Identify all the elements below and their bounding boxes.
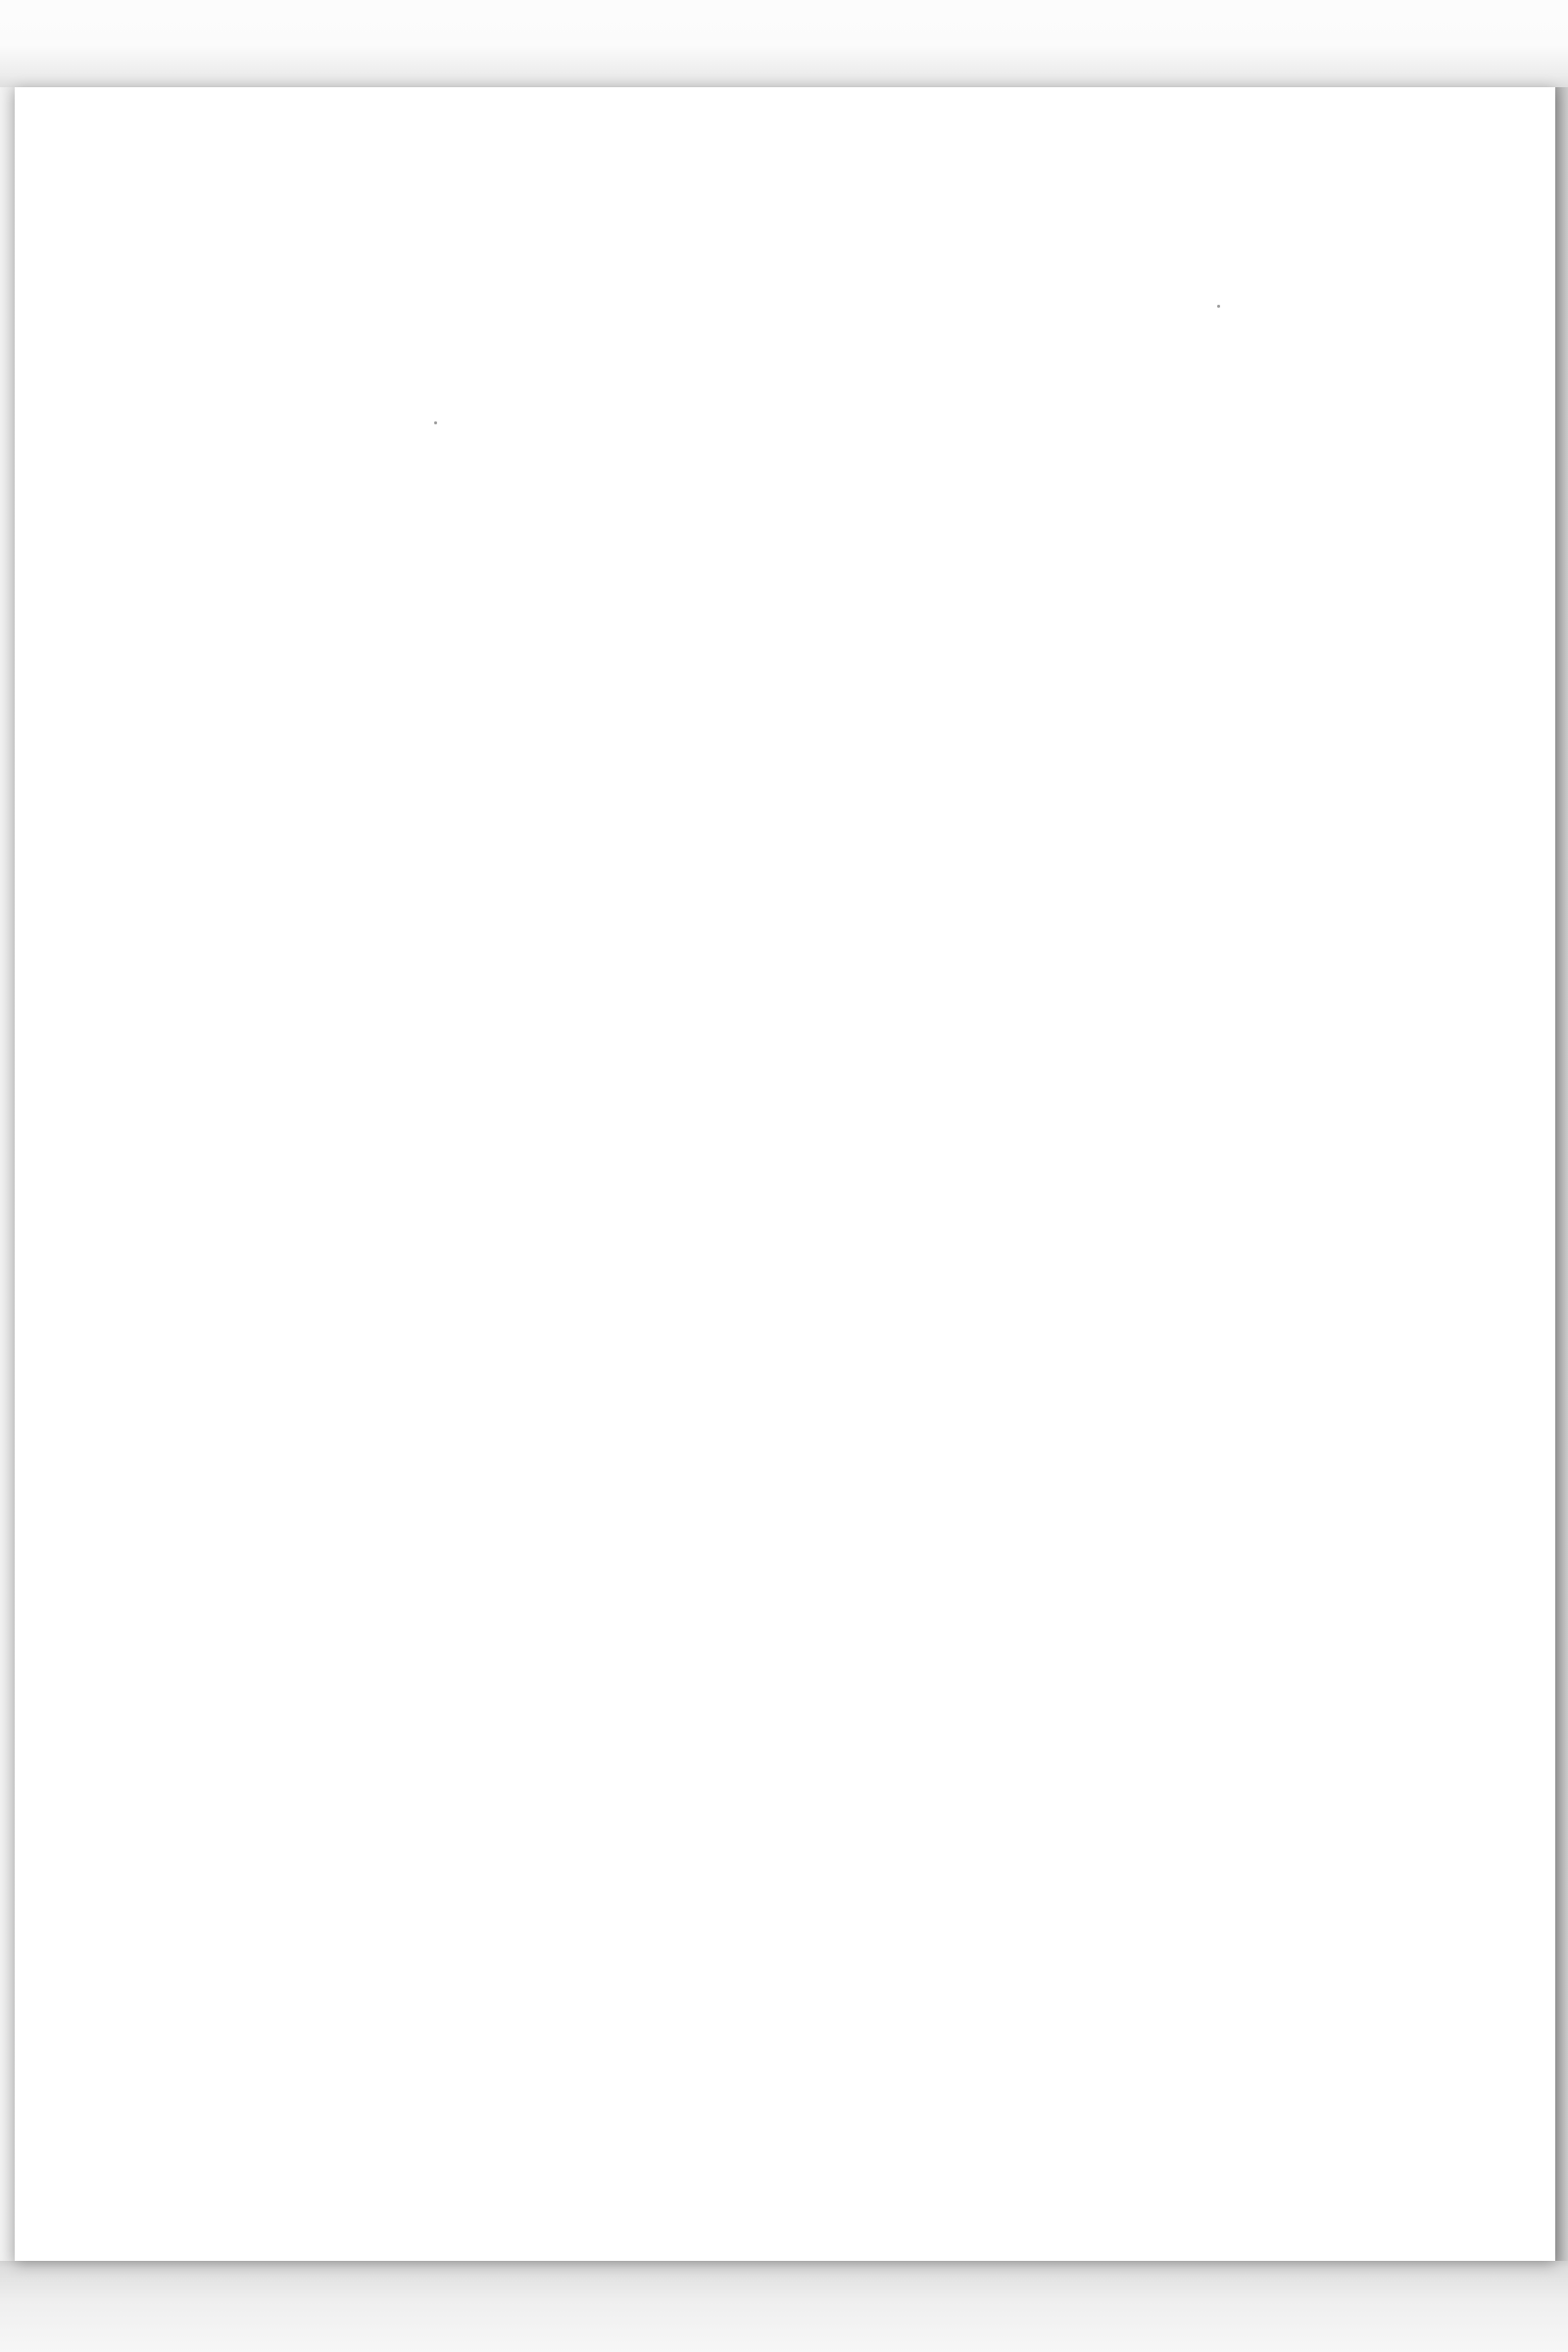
ornament-top-pattern-icon	[0, 0, 1568, 87]
document-page	[15, 87, 1555, 2261]
ornament-left-pattern-icon	[0, 87, 15, 2261]
ornament-top-band	[0, 0, 1568, 87]
page-right-edge-shadow	[1555, 87, 1568, 2261]
ornament-bottom-band	[0, 2261, 1568, 2352]
scan-speck	[434, 421, 437, 424]
ornament-left-strip	[0, 87, 15, 2261]
ornament-bottom-pattern-icon	[0, 2261, 1568, 2352]
scan-speck	[1217, 305, 1220, 308]
